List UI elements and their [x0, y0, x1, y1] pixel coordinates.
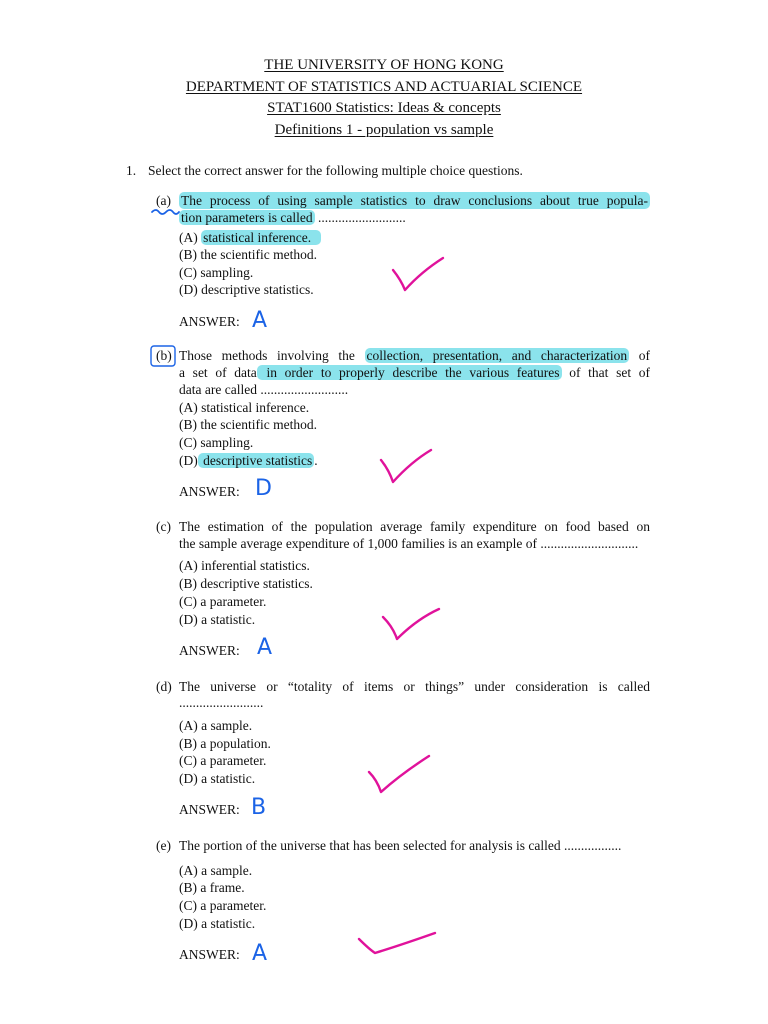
checkmark-icon [369, 756, 429, 792]
part-a-handwritten-answer: A [252, 308, 268, 333]
part-d-label: (d) [156, 679, 172, 694]
checkmark-icon [393, 258, 443, 290]
question-number: 1. [126, 163, 137, 178]
part-d-option-b: (B) a population. [179, 736, 271, 751]
part-e-option-a: (A) a sample. [179, 863, 253, 878]
part-b-label: (b) [156, 348, 172, 363]
part-e-answer-label: ANSWER: [179, 947, 240, 962]
checkmark-icon [359, 933, 435, 953]
part-a-option-a [179, 229, 321, 246]
part-b-line1-text: Those methods involving the [179, 348, 365, 363]
department-name: DEPARTMENT OF STATISTICS AND ACTUARIAL SCIENCE [185, 78, 583, 95]
part-c-option-c: (C) a parameter. [179, 594, 267, 609]
document-header [0, 55, 768, 141]
part-a-label: (a) [156, 193, 171, 208]
part-a-highlight-2: tion parameters is called [181, 210, 313, 225]
part-a-option-a-highlight: statistical inference. [201, 230, 321, 245]
part-a-answer-label: ANSWER: [179, 314, 240, 329]
part-a-blank: .......................... [314, 210, 406, 225]
checkmark-icon [381, 450, 431, 482]
checkmark-icon [383, 609, 439, 639]
part-b-line1 [179, 347, 650, 364]
worksheet-title: Definitions 1 - population vs sample [274, 121, 494, 138]
part-c-option-a: (A) inferential statistics. [179, 558, 310, 573]
part-b-handwritten-answer: D [255, 476, 272, 501]
part-d-option-c: (C) a parameter. [179, 753, 267, 768]
part-b-option-d-highlight: descriptive statistics [199, 453, 313, 468]
part-b-option-a: (A) statistical inference. [179, 400, 310, 415]
part-b-option-c: (C) sampling. [179, 435, 254, 450]
part-b-line2 [179, 364, 650, 381]
part-d-line1-text: The universe or “totality of items or things” under consideration is called [179, 679, 650, 694]
part-b-line3: data are called .......................... [179, 382, 349, 397]
squiggle-icon [152, 210, 179, 214]
part-e-option-c: (C) a parameter. [179, 898, 267, 913]
part-b-line2-end: of that set of [561, 365, 651, 380]
part-d-answer-label: ANSWER: [179, 802, 240, 817]
part-b-answer-label: ANSWER: [179, 484, 240, 499]
part-c-label: (c) [156, 519, 171, 534]
course-title: STAT1600 Statistics: Ideas & concepts [267, 100, 501, 116]
part-a-line1 [179, 192, 650, 209]
option-prefix: (A) [179, 230, 202, 245]
option-suffix: . [314, 453, 318, 468]
part-b-line2-text: a set of data [179, 365, 257, 380]
part-e-line1: The portion of the universe that has been selected for analysis is called ................. [179, 838, 622, 853]
option-prefix: (D) [179, 453, 198, 468]
part-c-option-b: (B) descriptive statistics. [179, 576, 313, 591]
part-c-line1-text: The estimation of the population average family expenditure on food based on [179, 519, 650, 534]
part-d-option-d: (D) a statistic. [179, 771, 256, 786]
part-e-handwritten-answer: A [252, 941, 268, 966]
part-c-handwritten-answer: A [257, 635, 273, 660]
part-b-line1-end: of [629, 348, 650, 363]
part-a-option-b: (B) the scientific method. [179, 247, 317, 262]
part-b-highlight-1: collection, presentation, and characterization [366, 348, 628, 363]
part-c-option-d: (D) a statistic. [179, 612, 256, 627]
part-c-answer-label: ANSWER: [179, 643, 240, 658]
part-a-highlight-1: The process of using sample statistics to draw conclusions about true popula- [181, 193, 648, 208]
part-a-line2 [179, 209, 406, 226]
part-e-option-d: (D) a statistic. [179, 916, 256, 931]
part-d-line2: ......................... [179, 695, 264, 710]
question-prompt: Select the correct answer for the following multiple choice questions. [148, 163, 523, 178]
part-d-handwritten-answer: B [251, 795, 267, 820]
part-d-line1 [179, 678, 650, 695]
part-b-highlight-2: in order to properly describe the various features [258, 365, 560, 380]
part-d-option-a: (A) a sample. [179, 718, 253, 733]
part-e-option-b: (B) a frame. [179, 880, 245, 895]
university-name: THE UNIVERSITY OF HONG KONG [264, 57, 504, 73]
part-a-option-c: (C) sampling. [179, 265, 254, 280]
part-b-option-b: (B) the scientific method. [179, 417, 317, 432]
part-c-line1 [179, 518, 650, 535]
part-a-option-d: (D) descriptive statistics. [179, 282, 314, 297]
part-e-label: (e) [156, 838, 171, 853]
part-c-line2: the sample average expenditure of 1,000 families is an example of ............................. [179, 536, 639, 551]
part-b-option-d [179, 452, 318, 469]
